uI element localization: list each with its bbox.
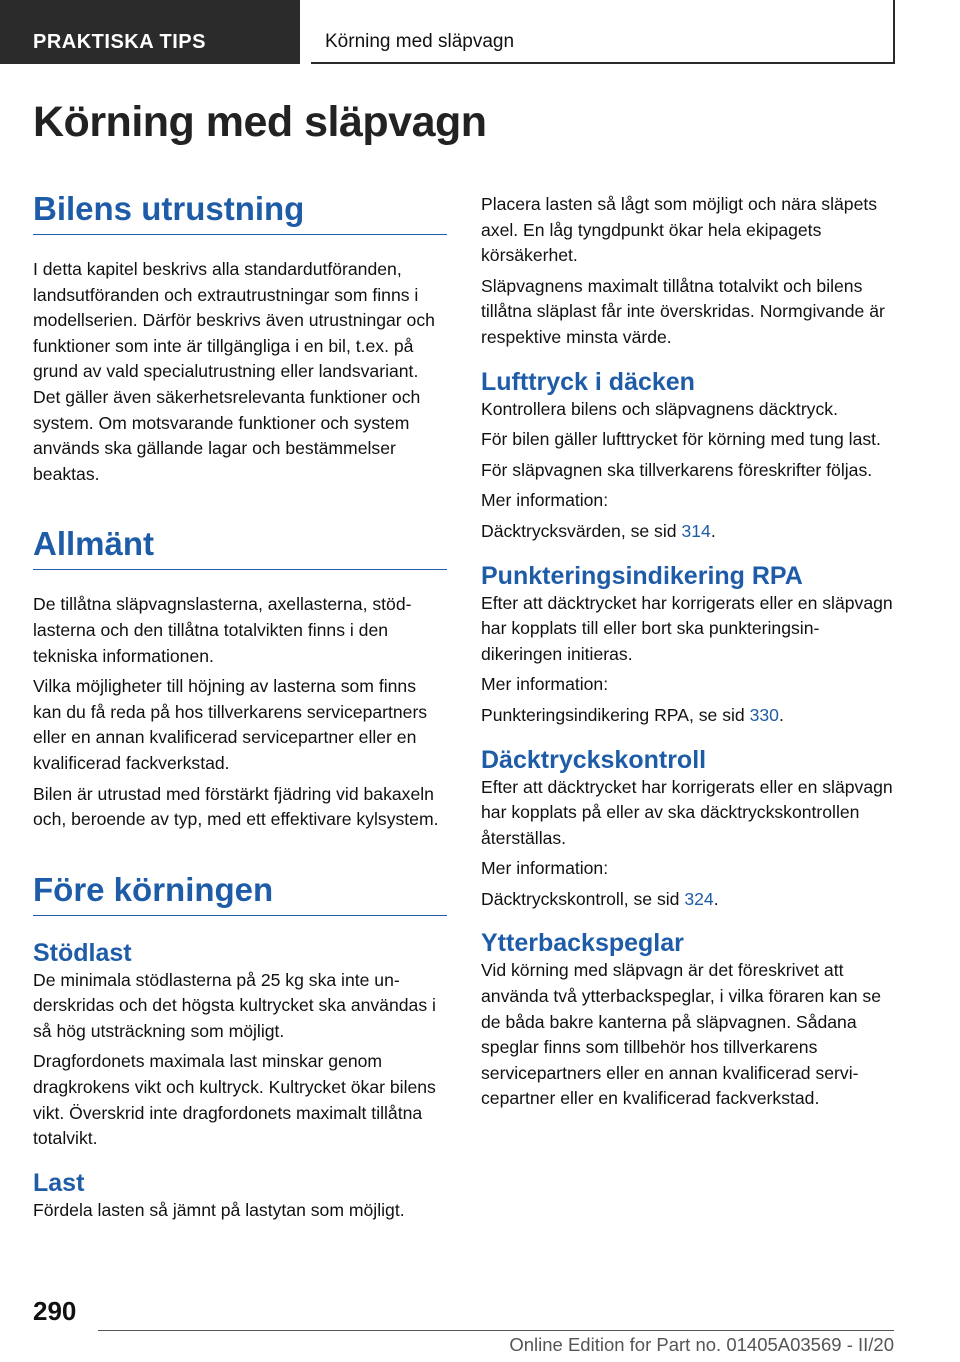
paragraph-allmant-1: De tillåtna släpvagnslasterna, axellasterna, stödlasterna och den tillåtna totalvikten finns i den tekniska informationen. xyxy=(33,594,412,666)
right-column xyxy=(481,192,893,1112)
heading-fore-korningen: Före körningen xyxy=(33,871,447,916)
more-info-label: Mer information: xyxy=(481,858,609,879)
paragraph-rpa-1: Efter att däcktrycket har korrigerats eller en släpvagn har kopplats till eller bort ska punkteringsindikeringen initieras. xyxy=(481,592,893,664)
more-info-label: Mer information: xyxy=(481,490,609,511)
page-link-324[interactable]: 324 xyxy=(684,888,714,909)
reference-text: Däcktrycksvärden, se sid xyxy=(481,520,682,541)
heading-dacktryckskontroll: Däcktryckskontroll xyxy=(481,745,707,774)
running-title: Körning med släpvagn xyxy=(311,0,895,64)
reference-dacktryckskontroll: Däcktryckskontroll, se sid 324. xyxy=(481,888,719,909)
page-number: 290 xyxy=(33,1296,77,1326)
paragraph-bilens-utrustning: I detta kapitel beskrivs alla standardutföranden, landsutföranden och extrautrustningar som finns i modellserien. Därför beskrivs även utrustningar och funktioner som inte är tillgängliga i en bil, t.ex. på grund av vald specialutrustning eller landsvariant. Det gäller även säkerhetsrelevanta funktioner och system. Om motsvarande funktioner och system används ska gällande lagar och bestämmelser beaktas. xyxy=(33,259,435,484)
page-link-330[interactable]: 330 xyxy=(749,704,779,725)
paragraph-last-1: Fördela lasten så jämnt på lastytan som möjligt. xyxy=(33,1199,405,1220)
paragraph-lufttryck-3: För släpvagnen ska tillverkarens föreskrifter följas. xyxy=(481,459,873,480)
paragraph-lufttryck-1: Kontrollera bilens och släpvagnens däcktryck. xyxy=(481,398,838,419)
heading-punkteringsindikering: Punkteringsindikering RPA xyxy=(481,561,803,590)
paragraph-last-3: Släpvagnens maximalt tillåtna totalvikt och bilens tillåtna släplast får inte överskridas. Normgivande är respektive minsta värde. xyxy=(481,275,885,347)
paragraph-ytterbackspeglar: Vid körning med släpvagn är det föreskrivet att använda två ytterbackspeglar, i vilka föraren kan se de båda bakre kanterna på släpvagnen. Sådana speglar finns som tillbehör hos tillverkarens servicepartners eller en annan kvalificerad servicepartner eller en kvalificerad fackverkstad. xyxy=(481,960,881,1109)
reference-text: Däcktryckskontroll, se sid xyxy=(481,888,685,909)
footer-edition: Online Edition for Part no. 01405A03569 - II/20 xyxy=(509,1334,894,1355)
reference-punkteringsindikering: Punkteringsindikering RPA, se sid 330. xyxy=(481,704,784,725)
page-header xyxy=(0,0,960,66)
heading-bilens-utrustning: Bilens utrustning xyxy=(33,190,447,235)
page-link-314[interactable]: 314 xyxy=(681,520,711,541)
paragraph-last-2: Placera lasten så lågt som möjligt och nära släpets axel. En låg tyngdpunkt ökar hela ekipagets körsäkerhet. xyxy=(481,194,878,266)
paragraph-allmant-2: Vilka möjligheter till höjning av lasterna som finns kan du få reda på hos tillverkarens servicepartners eller en annan kvalificerad servicepartner eller en kvalificerad fackverkstad. xyxy=(33,676,428,773)
paragraph-allmant-3: Bilen är utrustad med förstärkt fjädring vid bakaxeln och, beroende av typ, med ett effektivare kylsystem. xyxy=(33,783,439,830)
heading-last: Last xyxy=(33,1168,85,1197)
heading-stodlast: Stödlast xyxy=(33,938,132,967)
paragraph-lufttryck-2: För bilen gäller lufttrycket för körning med tung last. xyxy=(481,429,881,450)
more-info-label: Mer information: xyxy=(481,674,609,695)
page-title: Körning med släpvagn xyxy=(33,98,487,146)
section-label: PRAKTISKA TIPS xyxy=(0,0,300,64)
paragraph-stodlast-2: Dragfordonets maximala last minskar genom dragkrokens vikt och kultryck. Kultrycket ökar bilens vikt. Överskrid inte dragfordonets maximalt tillåtna totalvikt. xyxy=(33,1051,436,1149)
heading-allmant: Allmänt xyxy=(33,525,447,570)
paragraph-dacktryckskontroll-1: Efter att däcktrycket har korrigerats eller en släpvagn har kopplats på eller av ska däcktryckskontrollen återställas. xyxy=(481,776,893,848)
footer-divider xyxy=(98,1330,894,1331)
reference-text: Punkteringsindikering RPA, se sid xyxy=(481,704,750,725)
left-column xyxy=(33,190,447,1223)
paragraph-stodlast-1: De minimala stödlasterna på 25 kg ska inte underskridas och det högsta kultrycket ska användas i så hög utsträckning som möjligt. xyxy=(33,969,436,1041)
heading-lufttryck: Lufttryck i däcken xyxy=(481,367,695,396)
reference-dacktrycksvarden: Däcktrycksvärden, se sid 314. xyxy=(481,520,716,541)
heading-ytterbackspeglar: Ytterbackspeglar xyxy=(481,929,684,958)
